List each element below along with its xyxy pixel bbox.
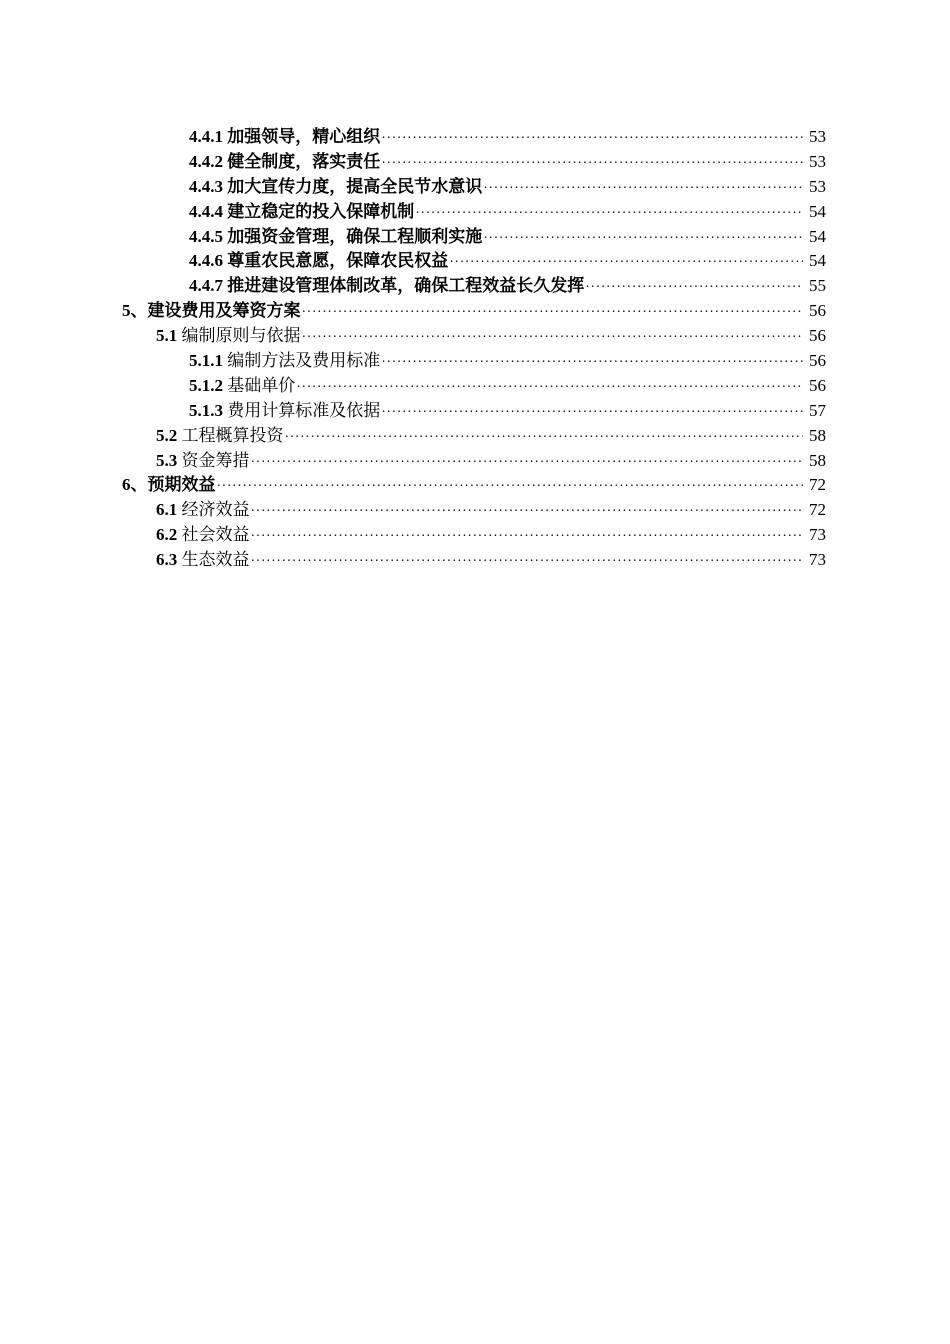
toc-entry-6-1[interactable] xyxy=(0,498,950,523)
toc-entry-4-4-4[interactable] xyxy=(0,200,950,225)
dot-leader xyxy=(302,326,804,351)
toc-entry-5-1-1[interactable] xyxy=(0,349,950,374)
toc-entry-5-2[interactable] xyxy=(0,424,950,449)
entry-number: 4.4.5 xyxy=(189,226,223,246)
dot-leader xyxy=(251,451,804,476)
entry-number: 4.4.2 xyxy=(189,151,223,171)
page-number: 56 xyxy=(809,301,826,321)
toc-entry-5-1[interactable] xyxy=(0,324,950,349)
entry-title: 加强资金管理，确保工程顺利实施 xyxy=(227,226,483,246)
entry-title: 预期效益 xyxy=(147,475,216,495)
entry-number: 4.4.4 xyxy=(189,201,223,221)
entry-number: 5.1 xyxy=(156,326,178,346)
toc-entry-6[interactable] xyxy=(0,473,950,498)
entry-title: 编制原则与依据 xyxy=(181,326,301,346)
toc-entry-4-4-2[interactable] xyxy=(0,150,950,175)
entry-number: 5.1.1 xyxy=(189,351,223,371)
entry-number: 5.2 xyxy=(156,425,178,445)
entry-title: 工程概算投资 xyxy=(181,425,284,445)
page-number: 73 xyxy=(809,525,826,545)
entry-title: 社会效益 xyxy=(181,525,250,545)
entry-number: 6、 xyxy=(122,475,148,495)
dot-leader xyxy=(302,301,804,326)
toc-entry-4-4-7[interactable] xyxy=(0,274,950,299)
page-number: 54 xyxy=(809,251,826,271)
entry-number: 6.1 xyxy=(156,500,178,520)
entry-title: 加强领导，精心组织 xyxy=(227,127,381,146)
toc-entry-4-4-5[interactable] xyxy=(0,225,950,250)
page-number: 72 xyxy=(809,475,826,495)
toc-entry-5[interactable] xyxy=(0,299,950,324)
entry-title: 加大宣传力度，提高全民节水意识 xyxy=(227,176,483,196)
entry-number: 6.2 xyxy=(156,525,178,545)
entry-title: 编制方法及费用标准 xyxy=(227,351,381,371)
dot-leader xyxy=(381,351,803,376)
dot-leader xyxy=(251,500,804,525)
page-number: 72 xyxy=(809,500,826,520)
entry-title: 资金筹措 xyxy=(181,450,250,470)
entry-number: 5.1.3 xyxy=(189,400,223,420)
dot-leader xyxy=(251,525,804,550)
page-number: 56 xyxy=(809,351,826,371)
entry-title: 基础单价 xyxy=(227,375,296,395)
dot-leader xyxy=(381,401,803,426)
table-of-contents xyxy=(0,125,950,573)
page-number: 53 xyxy=(809,127,826,146)
toc-entry-4-4-1[interactable] xyxy=(0,125,950,150)
dot-leader xyxy=(585,276,803,301)
dot-leader xyxy=(285,426,804,451)
entry-title: 推进建设管理体制改革，确保工程效益长久发挥 xyxy=(227,276,585,296)
entry-title: 建设费用及筹资方案 xyxy=(147,301,301,321)
entry-number: 4.4.1 xyxy=(189,127,223,146)
toc-entry-5-1-3[interactable] xyxy=(0,399,950,424)
entry-number: 4.4.7 xyxy=(189,276,223,296)
page-number: 58 xyxy=(809,450,826,470)
dot-leader xyxy=(381,152,803,177)
dot-leader xyxy=(296,376,803,401)
dot-leader xyxy=(217,475,804,500)
page-number: 57 xyxy=(809,400,826,420)
dot-leader xyxy=(415,202,803,227)
entry-number: 5、 xyxy=(122,301,148,321)
page-number: 73 xyxy=(809,550,826,570)
entry-number: 5.3 xyxy=(156,450,178,470)
entry-title: 经济效益 xyxy=(181,500,250,520)
page-number: 54 xyxy=(809,226,826,246)
toc-entry-6-3[interactable] xyxy=(0,548,950,573)
toc-entry-5-1-2[interactable] xyxy=(0,374,950,399)
entry-title: 尊重农民意愿，保障农民权益 xyxy=(227,251,449,271)
toc-entry-6-2[interactable] xyxy=(0,523,950,548)
page-number: 55 xyxy=(809,276,826,296)
page-number: 53 xyxy=(809,176,826,196)
page-number: 53 xyxy=(809,151,826,171)
entry-number: 4.4.3 xyxy=(189,176,223,196)
dot-leader xyxy=(381,127,803,152)
entry-title: 建立稳定的投入保障机制 xyxy=(227,201,415,221)
page-number: 54 xyxy=(809,201,826,221)
entry-number: 6.3 xyxy=(156,550,178,570)
entry-title: 生态效益 xyxy=(181,550,250,570)
dot-leader xyxy=(483,227,803,252)
page-number: 56 xyxy=(809,375,826,395)
entry-title: 健全制度，落实责任 xyxy=(227,151,381,171)
entry-number: 4.4.6 xyxy=(189,251,223,271)
toc-entry-4-4-3[interactable] xyxy=(0,175,950,200)
dot-leader xyxy=(483,177,803,202)
dot-leader xyxy=(251,550,804,575)
page-number: 56 xyxy=(809,326,826,346)
toc-entry-5-3[interactable] xyxy=(0,449,950,474)
dot-leader xyxy=(449,251,803,276)
page-number: 58 xyxy=(809,425,826,445)
entry-title: 费用计算标准及依据 xyxy=(227,400,381,420)
entry-number: 5.1.2 xyxy=(189,375,223,395)
toc-entry-4-4-6[interactable] xyxy=(0,249,950,274)
